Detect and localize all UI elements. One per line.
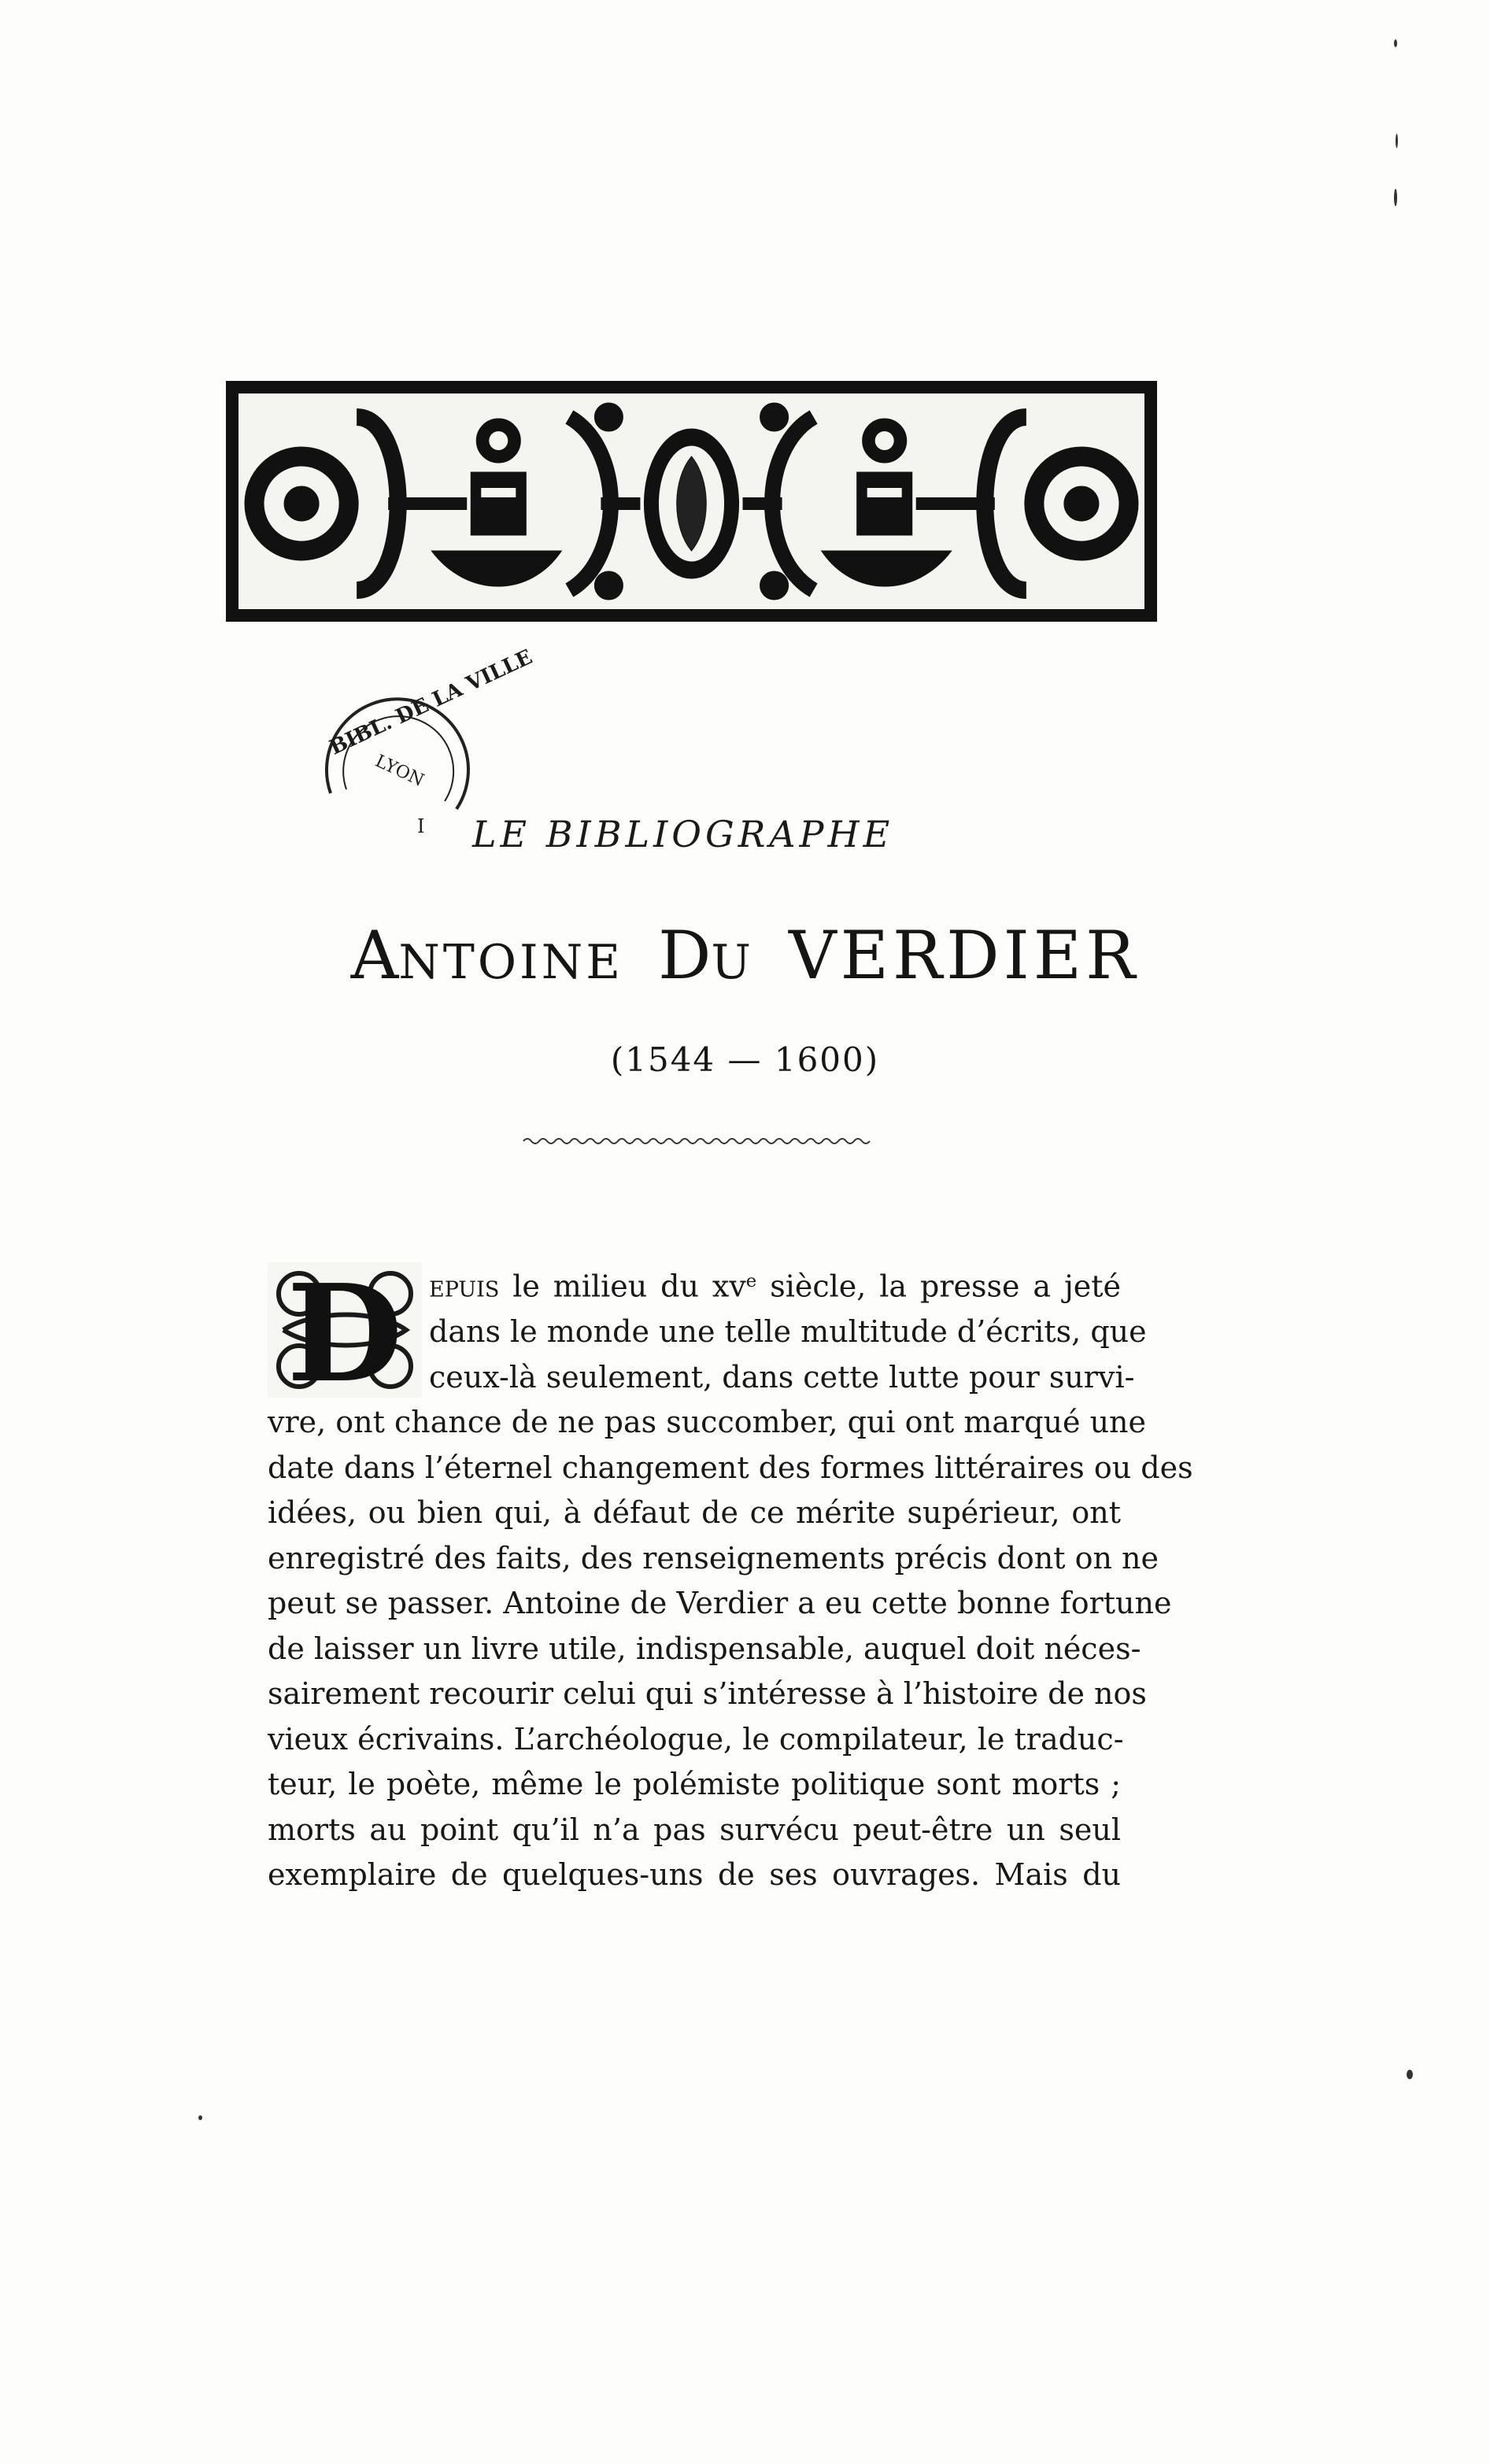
svg-text:I: I: [417, 815, 425, 837]
text-line: dans le monde une telle multitude d’écrits, que: [429, 1314, 1147, 1350]
text-line: sairement recourir celui qui s’intéresse à l’histoire de nos: [268, 1676, 1147, 1712]
title-word-3: VERDIER: [789, 917, 1140, 994]
paper-speck: [1394, 189, 1397, 206]
text-line: ceux-là seulement, dans cette lutte pour survi-: [429, 1359, 1135, 1395]
paper-speck: [1394, 39, 1397, 47]
text-line: exemplaire de quelques-uns de ses ouvrages. Mais du: [268, 1857, 1121, 1893]
text-line: morts au point qu’il n’a pas survécu peut-être un seul: [268, 1812, 1121, 1847]
text-line: teur, le poète, même le polémiste politique sont morts ;: [268, 1767, 1121, 1802]
wavy-rule-icon: [523, 1136, 870, 1147]
text-line: epuis le milieu du $xv^e$ siècle, la presse a jeté: [429, 1269, 1121, 1304]
text-line: de laisser un livre utile, indispensable, auquel doit néces-: [268, 1631, 1141, 1666]
paper-speck: [198, 2115, 202, 2120]
text-line: vieux écrivains. L’archéologue, le compilateur, le traduc-: [268, 1721, 1124, 1757]
body-text: [268, 1259, 1193, 1898]
text-line: peut se passer. Antoine de Verdier a eu cette bonne fortune: [268, 1586, 1172, 1621]
dropcap-letter: D: [287, 1255, 403, 1413]
title-word-2: DU: [658, 917, 754, 994]
paper-speck: [1396, 134, 1398, 148]
svg-text:BIBL. DE LA VILLE: BIBL. DE LA VILLE: [326, 645, 537, 760]
text-line: idées, ou bien qui, à défaut de ce mérite supérieur, ont: [268, 1495, 1121, 1531]
subtitle: LE BIBLIOGRAPHE: [472, 813, 894, 855]
title-word-1: ANTOINE: [350, 917, 624, 994]
page-title: [0, 917, 1490, 994]
library-stamp-icon: [299, 645, 537, 856]
paper-speck: [1407, 2070, 1413, 2079]
text-line: vre, ont chance de ne pas succomber, qui ont marqué une: [268, 1405, 1147, 1440]
svg-text:LYON: LYON: [372, 751, 427, 791]
text-line: enregistré des faits, des renseignements précis dont on ne: [268, 1540, 1159, 1576]
dates: (1544 — 1600): [610, 1040, 880, 1079]
ornamental-headpiece-icon: [226, 381, 1157, 622]
text-line: date dans l’éternel changement des formes littéraires ou des: [268, 1450, 1193, 1485]
